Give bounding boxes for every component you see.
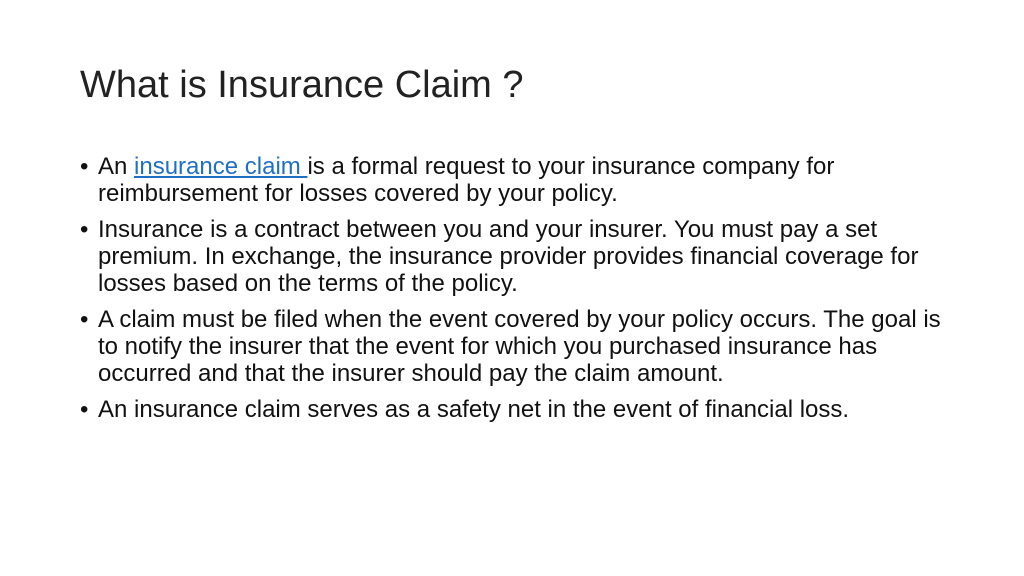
slide-title: What is Insurance Claim ? — [80, 64, 524, 106]
bullet-marker: • — [80, 396, 89, 423]
bullet-text: Insurance is a contract between you and your insurer. You must pay a set premium. In exchange, the insurance provider provides financial coverage for losses based on the terms of the policy. — [98, 216, 919, 297]
bullet-marker: • — [80, 306, 89, 333]
bullet-item — [80, 153, 950, 207]
bullet-item — [80, 216, 950, 297]
bullet-item — [80, 396, 950, 423]
bullet-text-prefix: An — [98, 153, 135, 180]
bullet-item — [80, 306, 950, 387]
bullet-text: An insurance claim serves as a safety net in the event of financial loss. — [98, 396, 850, 423]
bullet-marker: • — [80, 153, 89, 180]
bullet-text-suffix: is a formal request to your insurance company for reimbursement for losses covered by your policy. — [98, 153, 835, 207]
bullet-marker: • — [80, 216, 89, 243]
bullet-text: A claim must be filed when the event covered by your policy occurs. The goal is to notify the insurer that the event for which you purchased insurance has occurred and that the insurer should pay the claim amount. — [98, 306, 941, 387]
bullet-list — [80, 153, 950, 432]
insurance-claim-link[interactable]: insurance claim — [134, 153, 308, 180]
